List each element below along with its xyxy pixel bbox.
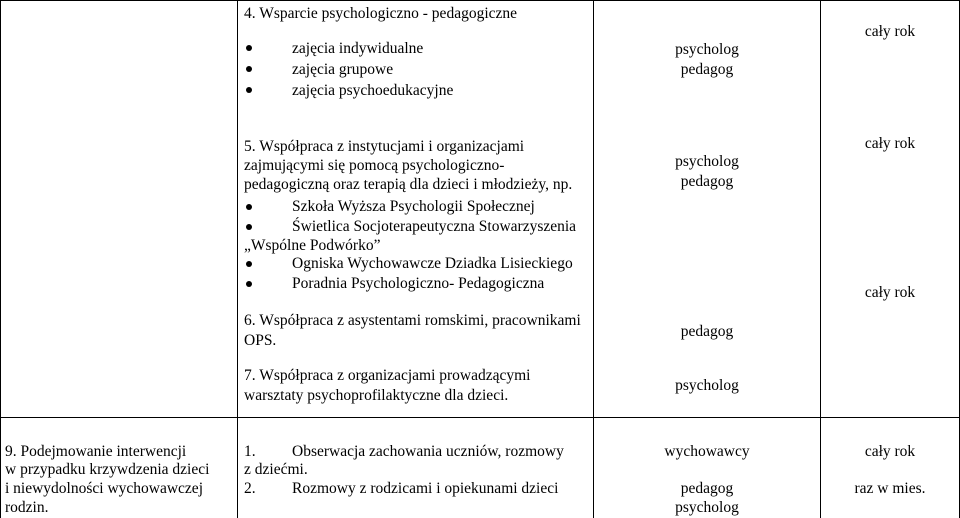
row4-item: zajęcia indywidualne xyxy=(292,40,424,57)
row9-title-line: 9. Podejmowanie interwencji xyxy=(5,443,187,460)
row9-action-text: Rozmowy z rodzicami i opiekunami dzieci xyxy=(292,480,559,497)
row7-line: warsztaty psychoprofilaktyczne dla dzieci. xyxy=(244,387,509,404)
row5-item: „Wspólne Podwórko” xyxy=(244,237,381,254)
bullet-icon xyxy=(246,66,252,72)
row4-responsible: pedagog xyxy=(680,61,734,78)
row7-line: 7. Współpraca z organizacjami prowadzącymi xyxy=(244,367,531,384)
row6-line: 6. Współpraca z asystentami romskimi, pracownikami xyxy=(244,312,581,329)
col-divider-0 xyxy=(0,0,1,518)
bullet-icon xyxy=(246,87,252,93)
row6-line: OPS. xyxy=(244,332,277,349)
row5-term: cały rok xyxy=(864,135,916,152)
row5-responsible: pedagog xyxy=(680,173,734,190)
row5-responsible: psycholog xyxy=(675,153,739,170)
row5-heading-line: zajmującymi się pomocą psychologiczno- xyxy=(244,157,505,174)
row5-item: Ogniska Wychowawcze Dziadka Lisieckiego xyxy=(292,255,573,272)
row9-responsible: wychowawcy xyxy=(664,443,750,460)
row4-responsible: psycholog xyxy=(675,41,739,58)
bullet-icon xyxy=(246,281,252,287)
row9-action-number: 2. xyxy=(244,480,256,497)
row9-action-number: 1. xyxy=(244,443,256,460)
row5-heading-line: 5. Współpraca z instytucjami i organizacjami xyxy=(244,138,525,155)
row9-title-line: i niewydolności wychowawczej xyxy=(5,480,203,497)
row9-responsible: psycholog xyxy=(675,499,739,516)
row-divider xyxy=(0,417,960,418)
table-border-top xyxy=(0,0,960,1)
row9-title-line: rodzin. xyxy=(5,499,49,516)
bullet-icon xyxy=(246,45,252,51)
col-divider-1 xyxy=(237,0,238,518)
row6-responsible: pedagog xyxy=(680,323,734,340)
row5-item: Świetlica Socjoterapeutyczna Stowarzyszenia xyxy=(292,218,577,235)
row6-term: cały rok xyxy=(864,284,916,301)
row4-item: zajęcia psychoedukacyjne xyxy=(292,82,454,99)
row9-title-line: w przypadku krzywdzenia dzieci xyxy=(5,461,210,478)
row7-responsible: psycholog xyxy=(675,377,739,394)
row9-action-text: Obserwacja zachowania uczniów, rozmowy xyxy=(292,443,564,460)
row5-item: Poradnia Psychologiczno- Pedagogiczna xyxy=(292,275,545,292)
bullet-icon xyxy=(246,261,252,267)
bullet-icon xyxy=(246,224,252,230)
row4-item: zajęcia grupowe xyxy=(292,61,394,78)
row4-term: cały rok xyxy=(864,23,916,40)
row9-term: raz w mies. xyxy=(854,480,926,497)
row4-heading: 4. Wsparcie psychologiczno - pedagogiczne xyxy=(244,5,518,22)
bullet-icon xyxy=(246,204,252,210)
row5-item: Szkoła Wyższa Psychologii Społecznej xyxy=(292,198,535,215)
col-divider-3 xyxy=(820,0,821,518)
row9-responsible: pedagog xyxy=(680,480,734,497)
row5-heading-line: pedagogiczną oraz terapią dla dzieci i młodzieży, np. xyxy=(244,176,573,193)
row9-action-text: z dziećmi. xyxy=(244,461,308,478)
row9-term: cały rok xyxy=(864,443,916,460)
